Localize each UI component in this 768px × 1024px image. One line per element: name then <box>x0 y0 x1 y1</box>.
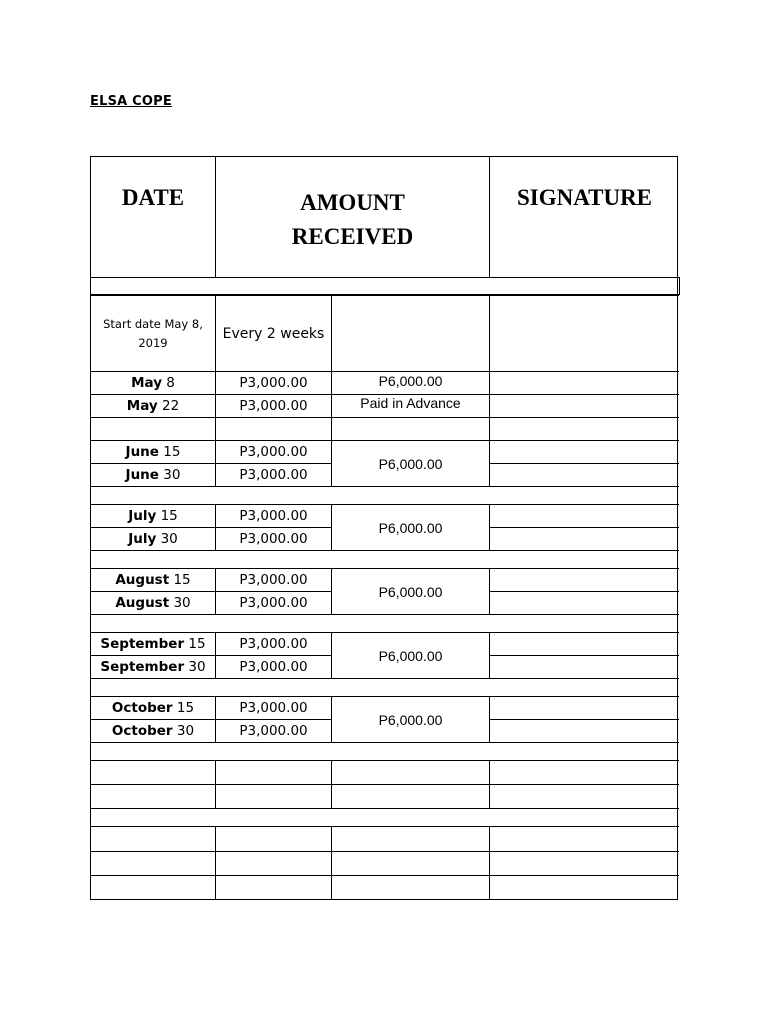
blank-row <box>331 760 489 784</box>
amount-cell-august-30: P3,000.00 <box>215 591 331 614</box>
spacer-band <box>90 614 679 632</box>
payment-table <box>90 156 678 900</box>
blank-row <box>215 875 331 900</box>
spacer-band <box>90 486 679 504</box>
start-date-line2: 2019 <box>138 335 168 350</box>
blank-row <box>90 417 216 440</box>
amount-cell-may-22: P3,000.00 <box>215 394 331 417</box>
signature-cell-october-15[interactable] <box>489 696 679 719</box>
spacer-band <box>90 808 679 826</box>
amount-cell-august-15: P3,000.00 <box>215 568 331 591</box>
date-cell-may-22: May 22 <box>90 394 216 417</box>
amount-cell-july-15: P3,000.00 <box>215 504 331 527</box>
total-cell-may: P6,000.00 <box>331 371 489 394</box>
amount-cell-june-15: P3,000.00 <box>215 440 331 463</box>
signature-header <box>489 156 679 277</box>
blank-row <box>489 826 679 851</box>
amount-cell-may-8: P3,000.00 <box>215 371 331 394</box>
blank-row <box>90 851 216 875</box>
date-cell-september-15: September 15 <box>90 632 216 655</box>
blank-row <box>489 760 679 784</box>
spacer-band <box>90 277 680 295</box>
blank-row <box>331 784 489 808</box>
amount-cell-september-30: P3,000.00 <box>215 655 331 678</box>
blank-row <box>215 417 331 440</box>
signature-header-label: SIGNATURE <box>516 185 653 210</box>
spacer-band <box>90 550 679 568</box>
total-cell-october: P6,000.00 <box>331 696 489 742</box>
date-cell-october-30: October 30 <box>90 719 216 742</box>
blank-row <box>215 760 331 784</box>
signature-cell-may-22[interactable] <box>489 394 679 417</box>
signature-cell-september-15[interactable] <box>489 632 679 655</box>
start-date-line1: Start date May 8, <box>103 316 203 331</box>
blank-row <box>215 851 331 875</box>
blank-row <box>331 417 489 440</box>
blank-row <box>331 826 489 851</box>
date-header <box>90 156 216 277</box>
amount-cell-july-30: P3,000.00 <box>215 527 331 550</box>
amount-cell-october-30: P3,000.00 <box>215 719 331 742</box>
signature-cell-september-30[interactable] <box>489 655 679 678</box>
amount-header <box>215 156 489 277</box>
date-cell-may-8: May 8 <box>90 371 216 394</box>
signature-cell-october-30[interactable] <box>489 719 679 742</box>
signature-cell-june-30[interactable] <box>489 463 679 486</box>
spacer-band <box>90 742 679 760</box>
date-header-label: DATE <box>121 185 185 210</box>
blank-row <box>489 875 679 900</box>
total-cell-august: P6,000.00 <box>331 568 489 614</box>
signature-cell-june-15[interactable] <box>489 440 679 463</box>
date-cell-october-15: October 15 <box>90 696 216 719</box>
intro-signature-cell <box>489 295 679 371</box>
date-cell-september-30: September 30 <box>90 655 216 678</box>
total-cell-june: P6,000.00 <box>331 440 489 486</box>
blank-row <box>90 826 216 851</box>
signature-cell-july-15[interactable] <box>489 504 679 527</box>
blank-row <box>489 417 679 440</box>
amount-header-line2: RECEIVED <box>291 224 414 249</box>
blank-row <box>331 875 489 900</box>
frequency-cell <box>215 295 331 371</box>
blank-row <box>215 826 331 851</box>
blank-row <box>90 784 216 808</box>
start-date-cell <box>90 295 216 371</box>
total-cell-july: P6,000.00 <box>331 504 489 550</box>
payee-name: ELSA COPE <box>90 94 172 109</box>
amount-cell-september-15: P3,000.00 <box>215 632 331 655</box>
date-cell-august-30: August 30 <box>90 591 216 614</box>
signature-cell-may-8[interactable] <box>489 371 679 394</box>
frequency-label: Every 2 weeks <box>222 325 325 342</box>
blank-row <box>331 851 489 875</box>
intro-total-cell <box>331 295 489 371</box>
date-cell-june-30: June 30 <box>90 463 216 486</box>
blank-row <box>215 784 331 808</box>
date-cell-august-15: August 15 <box>90 568 216 591</box>
date-cell-july-15: July 15 <box>90 504 216 527</box>
blank-row <box>90 760 216 784</box>
signature-cell-august-30[interactable] <box>489 591 679 614</box>
signature-cell-july-30[interactable] <box>489 527 679 550</box>
amount-cell-october-15: P3,000.00 <box>215 696 331 719</box>
spacer-band <box>90 678 679 696</box>
paid-in-advance-note: Paid in Advance <box>331 394 489 417</box>
date-cell-june-15: June 15 <box>90 440 216 463</box>
date-cell-july-30: July 30 <box>90 527 216 550</box>
blank-row <box>90 875 216 900</box>
blank-row <box>489 784 679 808</box>
amount-header-line1: AMOUNT <box>300 190 405 215</box>
total-cell-september: P6,000.00 <box>331 632 489 678</box>
signature-cell-august-15[interactable] <box>489 568 679 591</box>
amount-cell-june-30: P3,000.00 <box>215 463 331 486</box>
blank-row <box>489 851 679 875</box>
